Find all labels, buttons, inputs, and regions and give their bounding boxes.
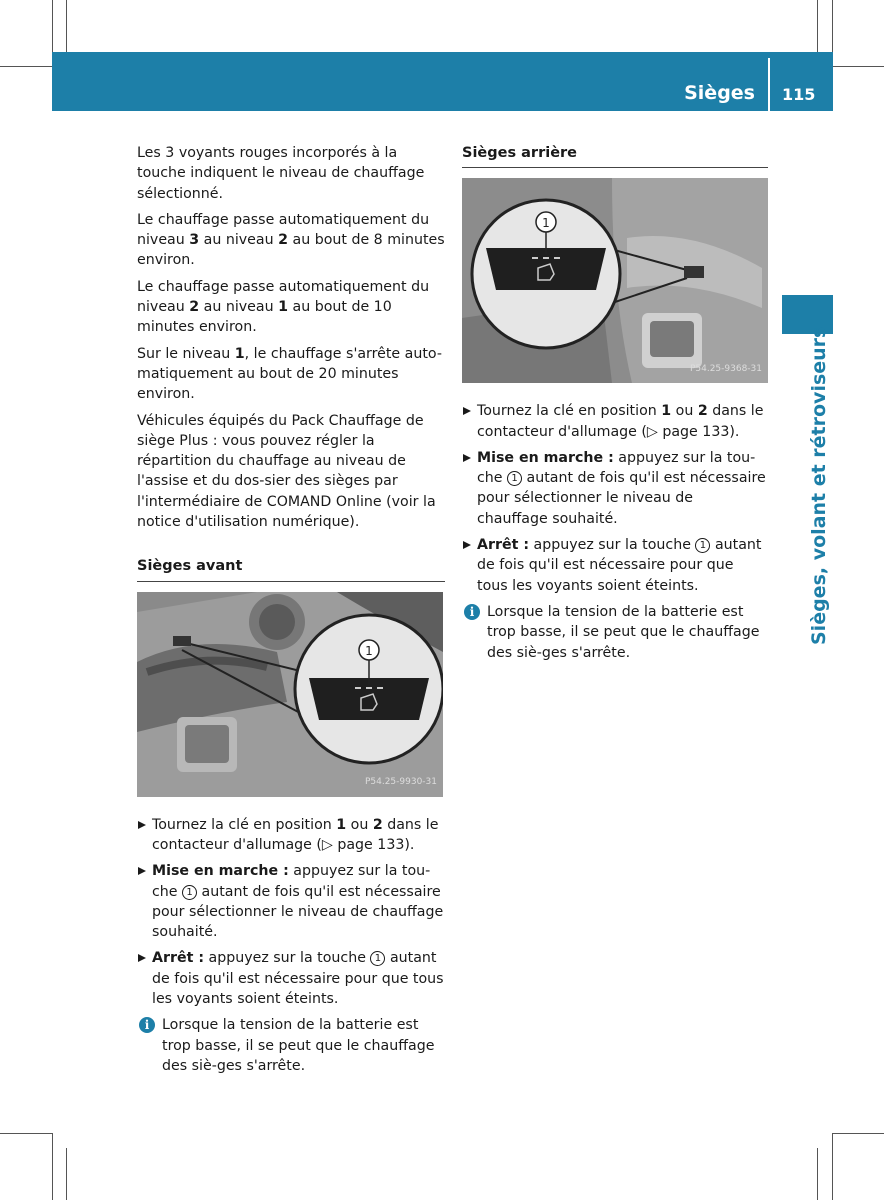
list-item: Mise en marche : appuyez sur la tou-che 1 autant de fois qu'il est nécessaire pour sélectionner le niveau de chauffage souhaité. (137, 861, 445, 942)
section-heading-rear-seats: Sièges arrière (462, 143, 768, 168)
callout-icon: 1 (695, 538, 710, 553)
crop-mark (817, 0, 818, 52)
list-item: Arrêt : appuyez sur la touche 1 autant de fois qu'il est nécessaire pour que tous les voyants soient éteints. (462, 535, 768, 596)
instructions-list (137, 815, 445, 1010)
crop-mark (833, 66, 884, 67)
info-text: Lorsque la tension de la batterie est trop basse, il se peut que le chauffage des siè-ges s'arrête. (162, 1017, 435, 1074)
header-section-title: Sièges (684, 82, 755, 104)
step-triangle-icon (463, 407, 471, 415)
figure-callout: 1 (365, 643, 373, 658)
paragraph: Le chauffage passe automatiquement du niveau 3 au niveau 2 au bout de 8 minutes environ. (137, 211, 445, 269)
callout-icon: 1 (370, 951, 385, 966)
paragraph: Le chauffage passe automatiquement du niveau 2 au niveau 1 au bout de 10 minutes environ. (137, 278, 430, 336)
info-note (462, 602, 768, 663)
crop-mark (66, 1148, 67, 1200)
page-header (52, 52, 833, 111)
list-item: Tournez la clé en position 1 ou 2 dans le contacteur d'allumage (▷ page 133). (137, 815, 445, 856)
step-triangle-icon (138, 821, 146, 829)
crop-mark (817, 1148, 818, 1200)
right-column (462, 143, 768, 663)
info-text: Lorsque la tension de la batterie est trop basse, il se peut que le chauffage des siè-ges s'arrête. (487, 603, 760, 661)
section-heading-front-seats: Sièges avant (137, 556, 445, 581)
figure-front-seat-heater (137, 592, 443, 797)
figure-code: P54.25-9368-31 (689, 364, 762, 374)
list-item: Mise en marche : appuyez sur la tou-che 1 autant de fois qu'il est nécessaire pour sélectionner le niveau de chauffage souhaité. (462, 448, 768, 529)
rear-door-illustration (462, 178, 768, 383)
list-item: Tournez la clé en position 1 ou 2 dans le contacteur d'allumage (▷ page 133). (462, 401, 768, 442)
crop-mark (833, 1133, 884, 1134)
figure-code: P54.25-9930-31 (364, 777, 437, 788)
page-number: 115 (782, 85, 816, 104)
crop-mark (832, 1133, 833, 1200)
paragraph: Sur le niveau 1, le chauffage s'arrête auto-matiquement au bout de 20 minutes environ. (137, 345, 442, 403)
instructions-list (462, 401, 768, 596)
crop-mark (52, 0, 53, 52)
crop-mark (0, 66, 52, 67)
front-door-illustration (137, 592, 443, 797)
step-triangle-icon (463, 454, 471, 462)
step-triangle-icon (463, 541, 471, 549)
paragraph: Véhicules équipés du Pack Chauffage de siège Plus : vous pouvez régler la répartition du chauffage au niveau de l'assise et du dos-sier des sièges par l'intermédiaire de COMAND Online (voir la notice d'utilisation numérique). (137, 412, 436, 531)
paragraph: Les 3 voyants rouges incorporés à la touche indiquent le niveau de chauffage sélectionné. (137, 145, 425, 202)
crop-mark (0, 1133, 52, 1134)
left-column (137, 143, 445, 1076)
info-note (137, 1015, 445, 1076)
callout-icon: 1 (507, 471, 522, 486)
info-icon: i (139, 1017, 155, 1033)
info-icon: i (464, 604, 480, 620)
step-triangle-icon (138, 954, 146, 962)
header-divider (768, 58, 770, 111)
figure-rear-seat-heater (462, 178, 768, 383)
crop-mark (52, 1133, 53, 1200)
figure-callout: 1 (542, 216, 550, 231)
chapter-title: Sièges, volant et rétroviseurs (808, 326, 830, 645)
list-item: Arrêt : appuyez sur la touche 1 autant de fois qu'il est nécessaire pour que tous les voyants soient éteints. (137, 948, 445, 1009)
crop-mark (832, 0, 833, 52)
callout-icon: 1 (182, 885, 197, 900)
crop-mark (66, 0, 67, 52)
step-triangle-icon (138, 867, 146, 875)
